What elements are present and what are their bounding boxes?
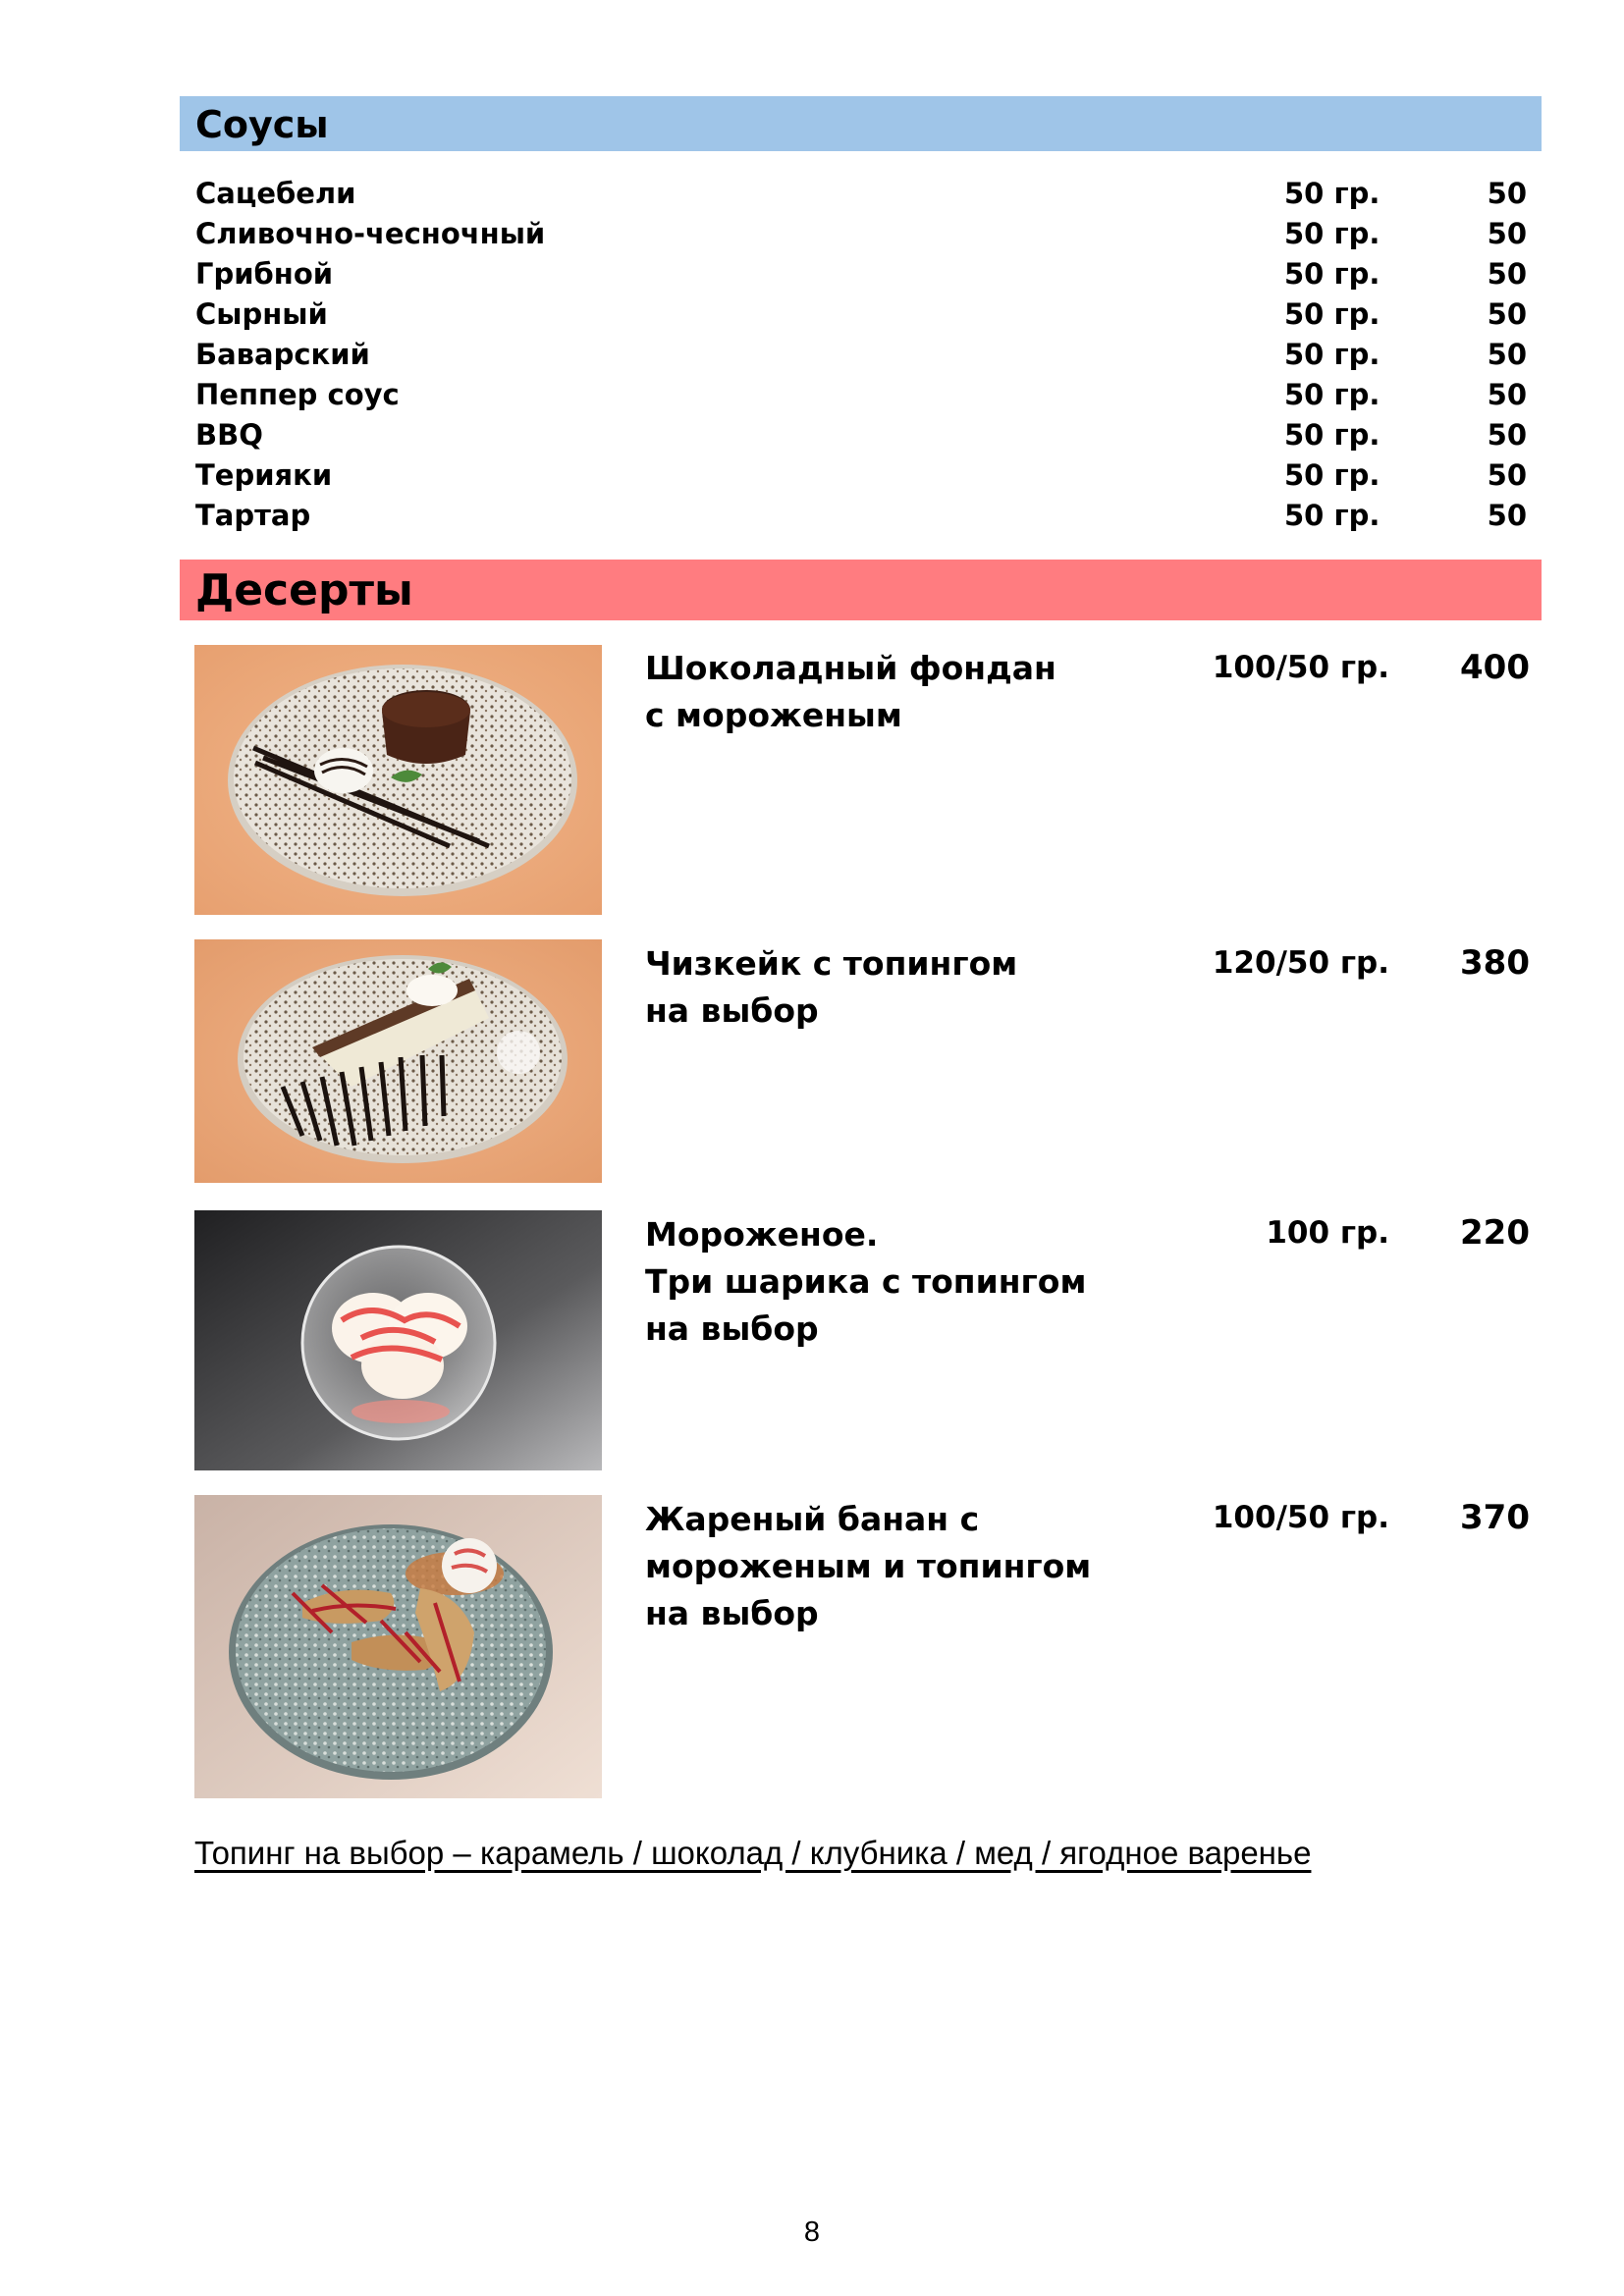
topping-note: Топинг на выбор – карамель / шоколад / клубника / мед / ягодное варенье xyxy=(194,1835,1312,1871)
ice-cream-photo xyxy=(194,1210,602,1470)
sauces-section-title: Соусы xyxy=(195,103,329,146)
sauce-weight: 50 гр. xyxy=(1284,458,1380,492)
sauce-price: 50 xyxy=(1487,177,1527,210)
sauce-name: Сырный xyxy=(195,297,328,331)
sauce-weight: 50 гр. xyxy=(1284,297,1380,331)
sauce-row xyxy=(180,375,1542,415)
dessert-weight: 100/50 гр. xyxy=(1212,650,1389,685)
dessert-price: 220 xyxy=(1460,1213,1530,1253)
sauce-row xyxy=(180,294,1542,335)
sauce-price: 50 xyxy=(1487,458,1527,492)
dessert-price: 370 xyxy=(1460,1498,1530,1537)
dessert-weight: 100/50 гр. xyxy=(1212,1500,1389,1535)
sauce-name: Баварский xyxy=(195,338,370,371)
sauce-weight: 50 гр. xyxy=(1284,257,1380,291)
dessert-name-line: с мороженым xyxy=(645,696,902,734)
sauce-row xyxy=(180,335,1542,375)
sauce-price: 50 xyxy=(1487,217,1527,250)
dessert-price: 400 xyxy=(1460,648,1530,687)
dessert-name xyxy=(645,940,1195,1035)
dessert-name-line: Мороженое. xyxy=(645,1215,879,1254)
chocolate-fondant-photo xyxy=(194,645,602,915)
sauce-row xyxy=(180,455,1542,496)
sauce-row xyxy=(180,174,1542,214)
sauce-price: 50 xyxy=(1487,378,1527,411)
dessert-name xyxy=(645,1496,1195,1637)
sauce-weight: 50 гр. xyxy=(1284,378,1380,411)
cheesecake-photo xyxy=(194,939,602,1183)
dessert-name-line: Чизкейк с топингом xyxy=(645,944,1018,983)
sauce-weight: 50 гр. xyxy=(1284,177,1380,210)
sauce-price: 50 xyxy=(1487,297,1527,331)
dessert-name xyxy=(645,1211,1195,1353)
dessert-name-line: Шоколадный фондан xyxy=(645,649,1056,687)
sauce-price: 50 xyxy=(1487,418,1527,452)
sauce-name: Тартар xyxy=(195,499,311,532)
dessert-name-line: Три шарика с топингом xyxy=(645,1262,1087,1301)
dessert-name-line: мороженым и топингом xyxy=(645,1547,1092,1585)
sauce-name: Пеппер соус xyxy=(195,378,400,411)
dessert-name-line: на выбор xyxy=(645,991,819,1030)
sauce-row xyxy=(180,254,1542,294)
sauce-name: Терияки xyxy=(195,458,333,492)
sauce-name: Сливочно-чесночный xyxy=(195,217,546,250)
dessert-name-line: Жареный банан с xyxy=(645,1500,980,1538)
page-number: 8 xyxy=(803,2216,821,2248)
sauces-section-header xyxy=(180,96,1542,151)
sauce-price: 50 xyxy=(1487,338,1527,371)
sauce-row xyxy=(180,496,1542,536)
sauce-price: 50 xyxy=(1487,257,1527,291)
dessert-price: 380 xyxy=(1460,943,1530,983)
dessert-name xyxy=(645,645,1195,739)
dessert-weight: 120/50 гр. xyxy=(1212,945,1389,981)
desserts-section-header xyxy=(180,560,1542,620)
sauce-price: 50 xyxy=(1487,499,1527,532)
sauce-weight: 50 гр. xyxy=(1284,338,1380,371)
dessert-weight: 100 гр. xyxy=(1266,1215,1389,1251)
sauce-weight: 50 гр. xyxy=(1284,499,1380,532)
sauce-row xyxy=(180,214,1542,254)
dessert-name-line: на выбор xyxy=(645,1594,819,1632)
sauce-name: Грибной xyxy=(195,257,334,291)
sauce-weight: 50 гр. xyxy=(1284,217,1380,250)
desserts-section-title: Десерты xyxy=(195,565,413,615)
sauce-row xyxy=(180,415,1542,455)
dessert-name-line: на выбор xyxy=(645,1309,819,1348)
sauce-weight: 50 гр. xyxy=(1284,418,1380,452)
fried-banana-photo xyxy=(194,1495,602,1798)
sauce-name: Сацебели xyxy=(195,177,356,210)
sauce-name: BBQ xyxy=(195,418,263,452)
